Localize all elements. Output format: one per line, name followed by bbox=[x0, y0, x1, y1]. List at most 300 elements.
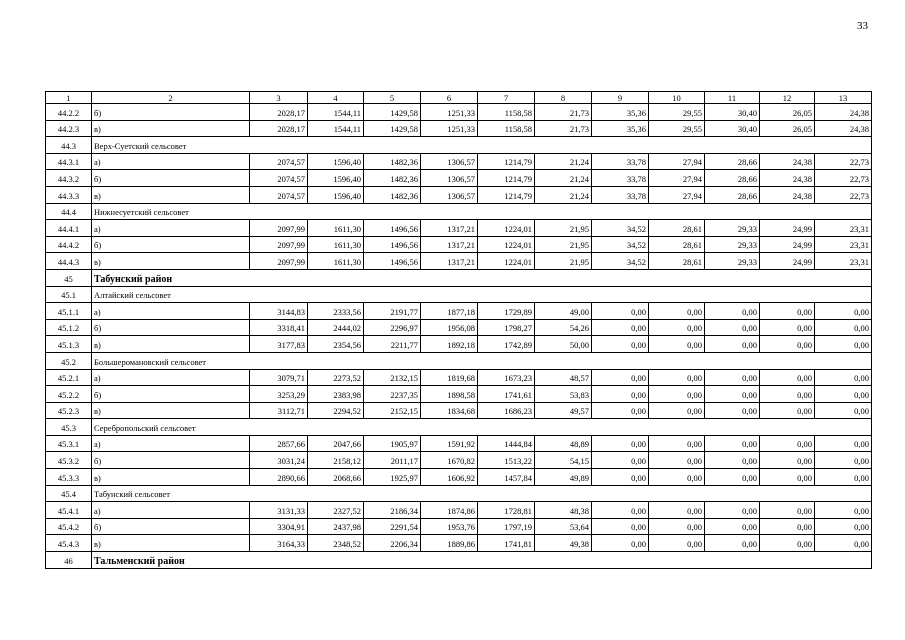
value-cell: 0,00 bbox=[592, 469, 649, 486]
row-code: 44.4.2 bbox=[46, 236, 92, 253]
column-header: 9 bbox=[592, 92, 649, 104]
value-cell: 2152,15 bbox=[364, 402, 421, 419]
value-cell: 2068,66 bbox=[308, 469, 364, 486]
value-cell: 1741,61 bbox=[478, 386, 535, 403]
value-cell: 1728,81 bbox=[478, 502, 535, 519]
value-cell: 0,00 bbox=[815, 386, 872, 403]
value-cell: 1306,57 bbox=[421, 153, 478, 170]
value-cell: 49,00 bbox=[535, 303, 592, 320]
value-cell: 23,31 bbox=[815, 220, 872, 237]
group-row bbox=[46, 419, 872, 436]
table-row bbox=[46, 120, 872, 137]
group-title: Табунский сельсовет bbox=[92, 485, 872, 502]
value-cell: 0,00 bbox=[592, 303, 649, 320]
column-header: 8 bbox=[535, 92, 592, 104]
table-row bbox=[46, 518, 872, 535]
value-cell: 1224,01 bbox=[478, 236, 535, 253]
group-row bbox=[46, 203, 872, 220]
table-row bbox=[46, 386, 872, 403]
row-code: 44.4.1 bbox=[46, 220, 92, 237]
value-cell: 1741,81 bbox=[478, 535, 535, 552]
value-cell: 2273,52 bbox=[308, 369, 364, 386]
value-cell: 1306,57 bbox=[421, 186, 478, 203]
value-cell: 1611,30 bbox=[308, 253, 364, 270]
table-header-row bbox=[46, 92, 872, 104]
value-cell: 2097,99 bbox=[250, 220, 308, 237]
value-cell: 0,00 bbox=[760, 319, 815, 336]
row-code: 45.1.3 bbox=[46, 336, 92, 353]
value-cell: 2097,99 bbox=[250, 253, 308, 270]
value-cell: 0,00 bbox=[649, 386, 705, 403]
value-cell: 0,00 bbox=[760, 518, 815, 535]
value-cell: 3177,83 bbox=[250, 336, 308, 353]
value-cell: 1905,97 bbox=[364, 435, 421, 452]
value-cell: 1925,97 bbox=[364, 469, 421, 486]
value-cell: 28,66 bbox=[705, 170, 760, 187]
row-code: 45.3 bbox=[46, 419, 92, 436]
value-cell: 0,00 bbox=[760, 502, 815, 519]
table-row bbox=[46, 236, 872, 253]
value-cell: 29,33 bbox=[705, 253, 760, 270]
value-cell: 49,89 bbox=[535, 469, 592, 486]
value-cell: 0,00 bbox=[592, 435, 649, 452]
value-cell: 0,00 bbox=[649, 336, 705, 353]
row-subitem: в) bbox=[92, 186, 250, 203]
value-cell: 1729,89 bbox=[478, 303, 535, 320]
value-cell: 1686,23 bbox=[478, 402, 535, 419]
value-cell: 1496,56 bbox=[364, 253, 421, 270]
value-cell: 2444,02 bbox=[308, 319, 364, 336]
row-subitem: а) bbox=[92, 220, 250, 237]
group-title: Серебропольский сельсовет bbox=[92, 419, 872, 436]
value-cell: 0,00 bbox=[592, 452, 649, 469]
value-cell: 35,36 bbox=[592, 120, 649, 137]
value-cell: 0,00 bbox=[592, 336, 649, 353]
value-cell: 1496,56 bbox=[364, 236, 421, 253]
value-cell: 27,94 bbox=[649, 153, 705, 170]
table-row bbox=[46, 170, 872, 187]
value-cell: 0,00 bbox=[649, 319, 705, 336]
value-cell: 2383,98 bbox=[308, 386, 364, 403]
value-cell: 29,33 bbox=[705, 236, 760, 253]
value-cell: 0,00 bbox=[705, 435, 760, 452]
value-cell: 2206,34 bbox=[364, 535, 421, 552]
value-cell: 1214,79 bbox=[478, 153, 535, 170]
row-subitem: б) bbox=[92, 170, 250, 187]
row-subitem: б) bbox=[92, 518, 250, 535]
column-header: 5 bbox=[364, 92, 421, 104]
value-cell: 1482,36 bbox=[364, 170, 421, 187]
value-cell: 1596,40 bbox=[308, 186, 364, 203]
value-cell: 33,78 bbox=[592, 186, 649, 203]
value-cell: 0,00 bbox=[649, 303, 705, 320]
district-title: Табунский район bbox=[92, 269, 872, 286]
value-cell: 1892,18 bbox=[421, 336, 478, 353]
row-subitem: а) bbox=[92, 435, 250, 452]
value-cell: 53,83 bbox=[535, 386, 592, 403]
column-header: 11 bbox=[705, 92, 760, 104]
value-cell: 0,00 bbox=[760, 386, 815, 403]
row-code: 44.2.3 bbox=[46, 120, 92, 137]
value-cell: 21,73 bbox=[535, 120, 592, 137]
value-cell: 28,66 bbox=[705, 153, 760, 170]
value-cell: 1611,30 bbox=[308, 220, 364, 237]
value-cell: 24,38 bbox=[815, 120, 872, 137]
value-cell: 3253,29 bbox=[250, 386, 308, 403]
value-cell: 1444,84 bbox=[478, 435, 535, 452]
value-cell: 1317,21 bbox=[421, 253, 478, 270]
value-cell: 2294,52 bbox=[308, 402, 364, 419]
value-cell: 30,40 bbox=[705, 120, 760, 137]
value-cell: 23,31 bbox=[815, 253, 872, 270]
row-subitem: а) bbox=[92, 369, 250, 386]
value-cell: 1819,68 bbox=[421, 369, 478, 386]
value-cell: 1482,36 bbox=[364, 153, 421, 170]
row-code: 45.1 bbox=[46, 286, 92, 303]
value-cell: 23,31 bbox=[815, 236, 872, 253]
value-cell: 53,64 bbox=[535, 518, 592, 535]
row-subitem: а) bbox=[92, 502, 250, 519]
value-cell: 1317,21 bbox=[421, 236, 478, 253]
value-cell: 0,00 bbox=[592, 518, 649, 535]
value-cell: 0,00 bbox=[815, 469, 872, 486]
value-cell: 54,26 bbox=[535, 319, 592, 336]
row-code: 45.2 bbox=[46, 352, 92, 369]
column-header: 12 bbox=[760, 92, 815, 104]
value-cell: 0,00 bbox=[592, 319, 649, 336]
value-cell: 0,00 bbox=[705, 369, 760, 386]
value-cell: 21,24 bbox=[535, 186, 592, 203]
value-cell: 1224,01 bbox=[478, 253, 535, 270]
value-cell: 21,24 bbox=[535, 153, 592, 170]
row-subitem: в) bbox=[92, 336, 250, 353]
table-row bbox=[46, 153, 872, 170]
row-code: 45.4.3 bbox=[46, 535, 92, 552]
value-cell: 1429,58 bbox=[364, 120, 421, 137]
value-cell: 0,00 bbox=[649, 535, 705, 552]
value-cell: 0,00 bbox=[649, 452, 705, 469]
value-cell: 0,00 bbox=[815, 319, 872, 336]
value-cell: 2186,34 bbox=[364, 502, 421, 519]
value-cell: 24,99 bbox=[760, 253, 815, 270]
value-cell: 0,00 bbox=[649, 435, 705, 452]
table-row bbox=[46, 369, 872, 386]
value-cell: 1544,11 bbox=[308, 120, 364, 137]
value-cell: 1482,36 bbox=[364, 186, 421, 203]
value-cell: 2437,98 bbox=[308, 518, 364, 535]
row-code: 45.3.1 bbox=[46, 435, 92, 452]
value-cell: 3079,71 bbox=[250, 369, 308, 386]
row-code: 44.3.3 bbox=[46, 186, 92, 203]
value-cell: 0,00 bbox=[649, 402, 705, 419]
value-cell: 1214,79 bbox=[478, 170, 535, 187]
value-cell: 2291,54 bbox=[364, 518, 421, 535]
value-cell: 2327,52 bbox=[308, 502, 364, 519]
value-cell: 21,24 bbox=[535, 170, 592, 187]
column-header: 1 bbox=[46, 92, 92, 104]
value-cell: 1606,92 bbox=[421, 469, 478, 486]
value-cell: 2011,17 bbox=[364, 452, 421, 469]
table-row bbox=[46, 303, 872, 320]
value-cell: 48,38 bbox=[535, 502, 592, 519]
value-cell: 28,61 bbox=[649, 236, 705, 253]
row-code: 45.4.1 bbox=[46, 502, 92, 519]
value-cell: 1874,86 bbox=[421, 502, 478, 519]
group-row bbox=[46, 485, 872, 502]
value-cell: 1797,19 bbox=[478, 518, 535, 535]
row-subitem: в) bbox=[92, 469, 250, 486]
row-code: 45.4 bbox=[46, 485, 92, 502]
value-cell: 0,00 bbox=[760, 469, 815, 486]
value-cell: 0,00 bbox=[760, 452, 815, 469]
row-subitem: б) bbox=[92, 104, 250, 121]
value-cell: 21,95 bbox=[535, 253, 592, 270]
row-subitem: б) bbox=[92, 319, 250, 336]
value-cell: 24,38 bbox=[760, 153, 815, 170]
value-cell: 1953,76 bbox=[421, 518, 478, 535]
row-code: 45.2.2 bbox=[46, 386, 92, 403]
value-cell: 24,99 bbox=[760, 220, 815, 237]
row-subitem: в) bbox=[92, 253, 250, 270]
value-cell: 1457,84 bbox=[478, 469, 535, 486]
value-cell: 28,66 bbox=[705, 186, 760, 203]
value-cell: 1611,30 bbox=[308, 236, 364, 253]
row-code: 44.3.1 bbox=[46, 153, 92, 170]
value-cell: 27,94 bbox=[649, 170, 705, 187]
value-cell: 0,00 bbox=[592, 369, 649, 386]
value-cell: 22,73 bbox=[815, 153, 872, 170]
value-cell: 26,05 bbox=[760, 104, 815, 121]
value-cell: 1251,33 bbox=[421, 104, 478, 121]
column-header: 3 bbox=[250, 92, 308, 104]
group-title: Верх-Суетский сельсовет bbox=[92, 137, 872, 154]
row-subitem: б) bbox=[92, 386, 250, 403]
column-header: 13 bbox=[815, 92, 872, 104]
value-cell: 29,55 bbox=[649, 104, 705, 121]
value-cell: 0,00 bbox=[705, 303, 760, 320]
value-cell: 3144,83 bbox=[250, 303, 308, 320]
value-cell: 3112,71 bbox=[250, 402, 308, 419]
row-subitem: а) bbox=[92, 153, 250, 170]
column-header: 2 bbox=[92, 92, 250, 104]
value-cell: 21,73 bbox=[535, 104, 592, 121]
value-cell: 2158,12 bbox=[308, 452, 364, 469]
value-cell: 0,00 bbox=[705, 452, 760, 469]
value-cell: 1898,58 bbox=[421, 386, 478, 403]
value-cell: 22,73 bbox=[815, 186, 872, 203]
table-row bbox=[46, 186, 872, 203]
value-cell: 0,00 bbox=[760, 435, 815, 452]
value-cell: 0,00 bbox=[760, 535, 815, 552]
value-cell: 1673,23 bbox=[478, 369, 535, 386]
table-row bbox=[46, 452, 872, 469]
row-code: 46 bbox=[46, 552, 92, 569]
value-cell: 2237,35 bbox=[364, 386, 421, 403]
value-cell: 21,95 bbox=[535, 220, 592, 237]
value-cell: 29,55 bbox=[649, 120, 705, 137]
column-header: 7 bbox=[478, 92, 535, 104]
value-cell: 33,78 bbox=[592, 170, 649, 187]
value-cell: 1158,58 bbox=[478, 104, 535, 121]
value-cell: 0,00 bbox=[815, 535, 872, 552]
value-cell: 1496,56 bbox=[364, 220, 421, 237]
value-cell: 1544,11 bbox=[308, 104, 364, 121]
value-cell: 2047,66 bbox=[308, 435, 364, 452]
value-cell: 0,00 bbox=[815, 336, 872, 353]
row-code: 45 bbox=[46, 269, 92, 286]
table-row bbox=[46, 319, 872, 336]
value-cell: 2191,77 bbox=[364, 303, 421, 320]
table-row bbox=[46, 402, 872, 419]
value-cell: 1877,18 bbox=[421, 303, 478, 320]
value-cell: 2028,17 bbox=[250, 104, 308, 121]
page-number: 33 bbox=[857, 20, 868, 32]
row-code: 44.3 bbox=[46, 137, 92, 154]
row-subitem: а) bbox=[92, 303, 250, 320]
value-cell: 0,00 bbox=[815, 303, 872, 320]
value-cell: 1317,21 bbox=[421, 220, 478, 237]
value-cell: 1214,79 bbox=[478, 186, 535, 203]
value-cell: 1670,82 bbox=[421, 452, 478, 469]
value-cell: 48,57 bbox=[535, 369, 592, 386]
value-cell: 0,00 bbox=[760, 402, 815, 419]
value-cell: 24,38 bbox=[760, 186, 815, 203]
value-cell: 0,00 bbox=[815, 369, 872, 386]
value-cell: 3131,33 bbox=[250, 502, 308, 519]
column-header: 10 bbox=[649, 92, 705, 104]
row-code: 45.4.2 bbox=[46, 518, 92, 535]
value-cell: 1591,92 bbox=[421, 435, 478, 452]
group-title: Нижнесуетский сельсовет bbox=[92, 203, 872, 220]
district-row bbox=[46, 552, 872, 569]
row-subitem: в) bbox=[92, 120, 250, 137]
value-cell: 0,00 bbox=[592, 502, 649, 519]
group-title: Большеромановский сельсовет bbox=[92, 352, 872, 369]
value-cell: 22,73 bbox=[815, 170, 872, 187]
value-cell: 1798,27 bbox=[478, 319, 535, 336]
value-cell: 2074,57 bbox=[250, 170, 308, 187]
value-cell: 1834,68 bbox=[421, 402, 478, 419]
value-cell: 0,00 bbox=[592, 402, 649, 419]
table-row bbox=[46, 502, 872, 519]
group-row bbox=[46, 137, 872, 154]
value-cell: 2074,57 bbox=[250, 186, 308, 203]
row-code: 44.2.2 bbox=[46, 104, 92, 121]
value-cell: 30,40 bbox=[705, 104, 760, 121]
value-cell: 2333,56 bbox=[308, 303, 364, 320]
value-cell: 0,00 bbox=[649, 369, 705, 386]
value-cell: 29,33 bbox=[705, 220, 760, 237]
value-cell: 0,00 bbox=[705, 336, 760, 353]
value-cell: 0,00 bbox=[592, 386, 649, 403]
value-cell: 1224,01 bbox=[478, 220, 535, 237]
value-cell: 1596,40 bbox=[308, 153, 364, 170]
value-cell: 0,00 bbox=[815, 435, 872, 452]
value-cell: 1251,33 bbox=[421, 120, 478, 137]
row-subitem: в) bbox=[92, 402, 250, 419]
value-cell: 28,61 bbox=[649, 220, 705, 237]
column-header: 6 bbox=[421, 92, 478, 104]
value-cell: 0,00 bbox=[815, 452, 872, 469]
value-cell: 0,00 bbox=[815, 502, 872, 519]
value-cell: 0,00 bbox=[649, 469, 705, 486]
row-code: 44.4 bbox=[46, 203, 92, 220]
value-cell: 0,00 bbox=[815, 518, 872, 535]
value-cell: 2354,56 bbox=[308, 336, 364, 353]
group-title: Алтайский сельсовет bbox=[92, 286, 872, 303]
value-cell: 24,99 bbox=[760, 236, 815, 253]
group-row bbox=[46, 352, 872, 369]
value-cell: 3304,91 bbox=[250, 518, 308, 535]
row-code: 44.3.2 bbox=[46, 170, 92, 187]
district-title: Тальменский район bbox=[92, 552, 872, 569]
row-code: 44.4.3 bbox=[46, 253, 92, 270]
value-cell: 26,05 bbox=[760, 120, 815, 137]
value-cell: 0,00 bbox=[815, 402, 872, 419]
value-cell: 50,00 bbox=[535, 336, 592, 353]
district-row bbox=[46, 269, 872, 286]
group-row bbox=[46, 286, 872, 303]
tariff-table bbox=[45, 91, 872, 569]
row-code: 45.1.1 bbox=[46, 303, 92, 320]
value-cell: 49,57 bbox=[535, 402, 592, 419]
value-cell: 24,38 bbox=[760, 170, 815, 187]
value-cell: 3164,33 bbox=[250, 535, 308, 552]
value-cell: 0,00 bbox=[705, 535, 760, 552]
value-cell: 0,00 bbox=[705, 386, 760, 403]
value-cell: 54,15 bbox=[535, 452, 592, 469]
value-cell: 0,00 bbox=[760, 303, 815, 320]
value-cell: 0,00 bbox=[705, 518, 760, 535]
value-cell: 2857,66 bbox=[250, 435, 308, 452]
value-cell: 2890,66 bbox=[250, 469, 308, 486]
value-cell: 2296,97 bbox=[364, 319, 421, 336]
value-cell: 49,38 bbox=[535, 535, 592, 552]
value-cell: 24,38 bbox=[815, 104, 872, 121]
value-cell: 0,00 bbox=[705, 469, 760, 486]
row-code: 45.2.3 bbox=[46, 402, 92, 419]
value-cell: 2132,15 bbox=[364, 369, 421, 386]
value-cell: 2211,77 bbox=[364, 336, 421, 353]
row-code: 45.1.2 bbox=[46, 319, 92, 336]
value-cell: 0,00 bbox=[592, 535, 649, 552]
value-cell: 0,00 bbox=[760, 369, 815, 386]
table-row bbox=[46, 435, 872, 452]
value-cell: 0,00 bbox=[705, 402, 760, 419]
table-row bbox=[46, 469, 872, 486]
value-cell: 1956,08 bbox=[421, 319, 478, 336]
value-cell: 35,36 bbox=[592, 104, 649, 121]
value-cell: 2074,57 bbox=[250, 153, 308, 170]
value-cell: 28,61 bbox=[649, 253, 705, 270]
value-cell: 34,52 bbox=[592, 253, 649, 270]
value-cell: 1306,57 bbox=[421, 170, 478, 187]
value-cell: 0,00 bbox=[649, 518, 705, 535]
value-cell: 1158,58 bbox=[478, 120, 535, 137]
value-cell: 2097,99 bbox=[250, 236, 308, 253]
table-row bbox=[46, 535, 872, 552]
value-cell: 2028,17 bbox=[250, 120, 308, 137]
value-cell: 3031,24 bbox=[250, 452, 308, 469]
value-cell: 34,52 bbox=[592, 220, 649, 237]
value-cell: 1889,86 bbox=[421, 535, 478, 552]
value-cell: 34,52 bbox=[592, 236, 649, 253]
row-code: 45.3.2 bbox=[46, 452, 92, 469]
row-subitem: в) bbox=[92, 535, 250, 552]
value-cell: 3318,41 bbox=[250, 319, 308, 336]
table-row bbox=[46, 253, 872, 270]
value-cell: 2348,52 bbox=[308, 535, 364, 552]
